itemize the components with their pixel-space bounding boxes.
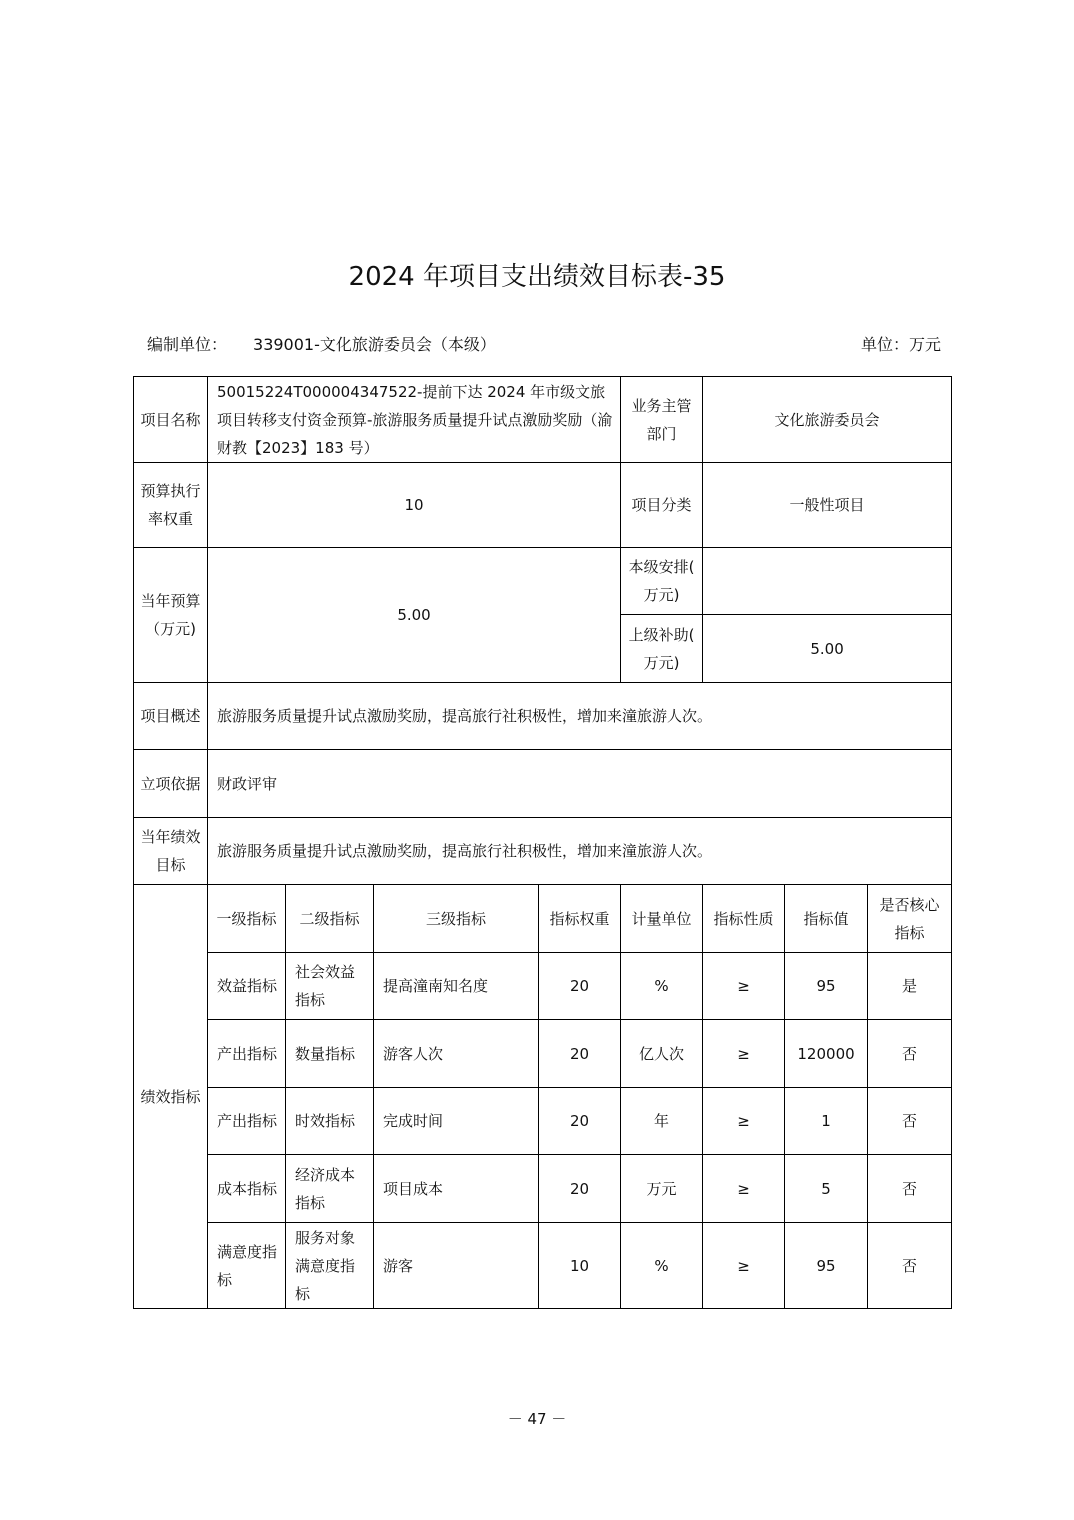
budget-label: 当年预算（万元) (134, 548, 208, 683)
nature-cell: ≥ (703, 1088, 785, 1155)
nature-cell: ≥ (703, 1020, 785, 1088)
header-cell: 指标性质 (703, 885, 785, 953)
page-number: － 47 － (507, 1410, 567, 1428)
performance-target-table (133, 376, 952, 1309)
value-cell: 120000 (785, 1020, 868, 1088)
value-cell: 1 (785, 1088, 868, 1155)
row-overview (134, 683, 952, 750)
unit-cell: 亿人次 (621, 1020, 703, 1088)
row-goal (134, 818, 952, 885)
local-value (703, 548, 952, 615)
category-label: 项目分类 (621, 463, 703, 548)
nature-cell: ≥ (703, 1223, 785, 1309)
l3-cell: 游客人次 (374, 1020, 539, 1088)
core-cell: 是 (868, 953, 952, 1020)
header-cell: 一级指标 (208, 885, 286, 953)
core-cell: 否 (868, 1223, 952, 1309)
value-cell: 95 (785, 1223, 868, 1309)
table-row (134, 1088, 952, 1155)
table-row (134, 1223, 952, 1309)
header-cell: 计量单位 (621, 885, 703, 953)
project-name-value: 50015224T000004347522-提前下达 2024 年市级文旅项目转移支付资金预算-旅游服务质量提升试点激励奖励（渝财教【2023】183 号） (208, 377, 621, 463)
exec-rate-label: 预算执行率权重 (134, 463, 208, 548)
row-exec-rate (134, 463, 952, 548)
perf-label: 绩效指标 (134, 885, 208, 1309)
weight-cell: 20 (539, 1155, 621, 1223)
l2-cell: 时效指标 (286, 1088, 374, 1155)
row-project-name (134, 377, 952, 463)
table-row (134, 1020, 952, 1088)
weight-cell: 20 (539, 1088, 621, 1155)
local-label: 本级安排( 万元) (621, 548, 703, 615)
compiling-unit-value: 339001-文化旅游委员会（本级） (253, 335, 496, 354)
l3-cell: 项目成本 (374, 1155, 539, 1223)
nature-cell: ≥ (703, 953, 785, 1020)
nature-cell: ≥ (703, 1155, 785, 1223)
row-budget (134, 548, 952, 615)
budget-value: 5.00 (208, 548, 621, 683)
core-cell: 否 (868, 1020, 952, 1088)
unit-cell: 万元 (621, 1155, 703, 1223)
l2-cell: 经济成本指标 (286, 1155, 374, 1223)
l2-cell: 服务对象满意度指标 (286, 1223, 374, 1309)
core-cell: 否 (868, 1088, 952, 1155)
category-value: 一般性项目 (703, 463, 952, 548)
exec-rate-value: 10 (208, 463, 621, 548)
row-basis (134, 750, 952, 818)
l1-cell: 满意度指标 (208, 1223, 286, 1309)
overview-value: 旅游服务质量提升试点激励奖励，提高旅行社积极性，增加来潼旅游人次。 (208, 683, 952, 750)
indicator-header-row (134, 885, 952, 953)
header-cell: 三级指标 (374, 885, 539, 953)
currency-unit: 单位：万元 (860, 335, 941, 354)
unit-cell: 年 (621, 1088, 703, 1155)
l1-cell: 产出指标 (208, 1020, 286, 1088)
l2-cell: 社会效益指标 (286, 953, 374, 1020)
dept-label: 业务主管部门 (621, 377, 703, 463)
table-row (134, 953, 952, 1020)
page-title: 2024 年项目支出绩效目标表-35 (348, 262, 726, 292)
value-cell: 5 (785, 1155, 868, 1223)
basis-value: 财政评审 (208, 750, 952, 818)
value-cell: 95 (785, 953, 868, 1020)
header-cell: 二级指标 (286, 885, 374, 953)
header-cell: 是否核心指标 (868, 885, 952, 953)
goal-value: 旅游服务质量提升试点激励奖励，提高旅行社积极性，增加来潼旅游人次。 (208, 818, 952, 885)
l3-cell: 游客 (374, 1223, 539, 1309)
upper-label: 上级补助( 万元) (621, 615, 703, 683)
basis-label: 立项依据 (134, 750, 208, 818)
weight-cell: 20 (539, 953, 621, 1020)
unit-cell: % (621, 953, 703, 1020)
goal-label: 当年绩效目标 (134, 818, 208, 885)
upper-value: 5.00 (703, 615, 952, 683)
header-cell: 指标值 (785, 885, 868, 953)
header-cell: 指标权重 (539, 885, 621, 953)
table-row (134, 1155, 952, 1223)
l2-cell: 数量指标 (286, 1020, 374, 1088)
l1-cell: 成本指标 (208, 1155, 286, 1223)
l3-cell: 提高潼南知名度 (374, 953, 539, 1020)
core-cell: 否 (868, 1155, 952, 1223)
unit-cell: % (621, 1223, 703, 1309)
weight-cell: 10 (539, 1223, 621, 1309)
dept-value: 文化旅游委员会 (703, 377, 952, 463)
l1-cell: 产出指标 (208, 1088, 286, 1155)
weight-cell: 20 (539, 1020, 621, 1088)
compiling-unit-label: 编制单位： (147, 335, 228, 354)
project-name-label: 项目名称 (134, 377, 208, 463)
l1-cell: 效益指标 (208, 953, 286, 1020)
l3-cell: 完成时间 (374, 1088, 539, 1155)
compiling-unit (147, 332, 496, 355)
overview-label: 项目概述 (134, 683, 208, 750)
